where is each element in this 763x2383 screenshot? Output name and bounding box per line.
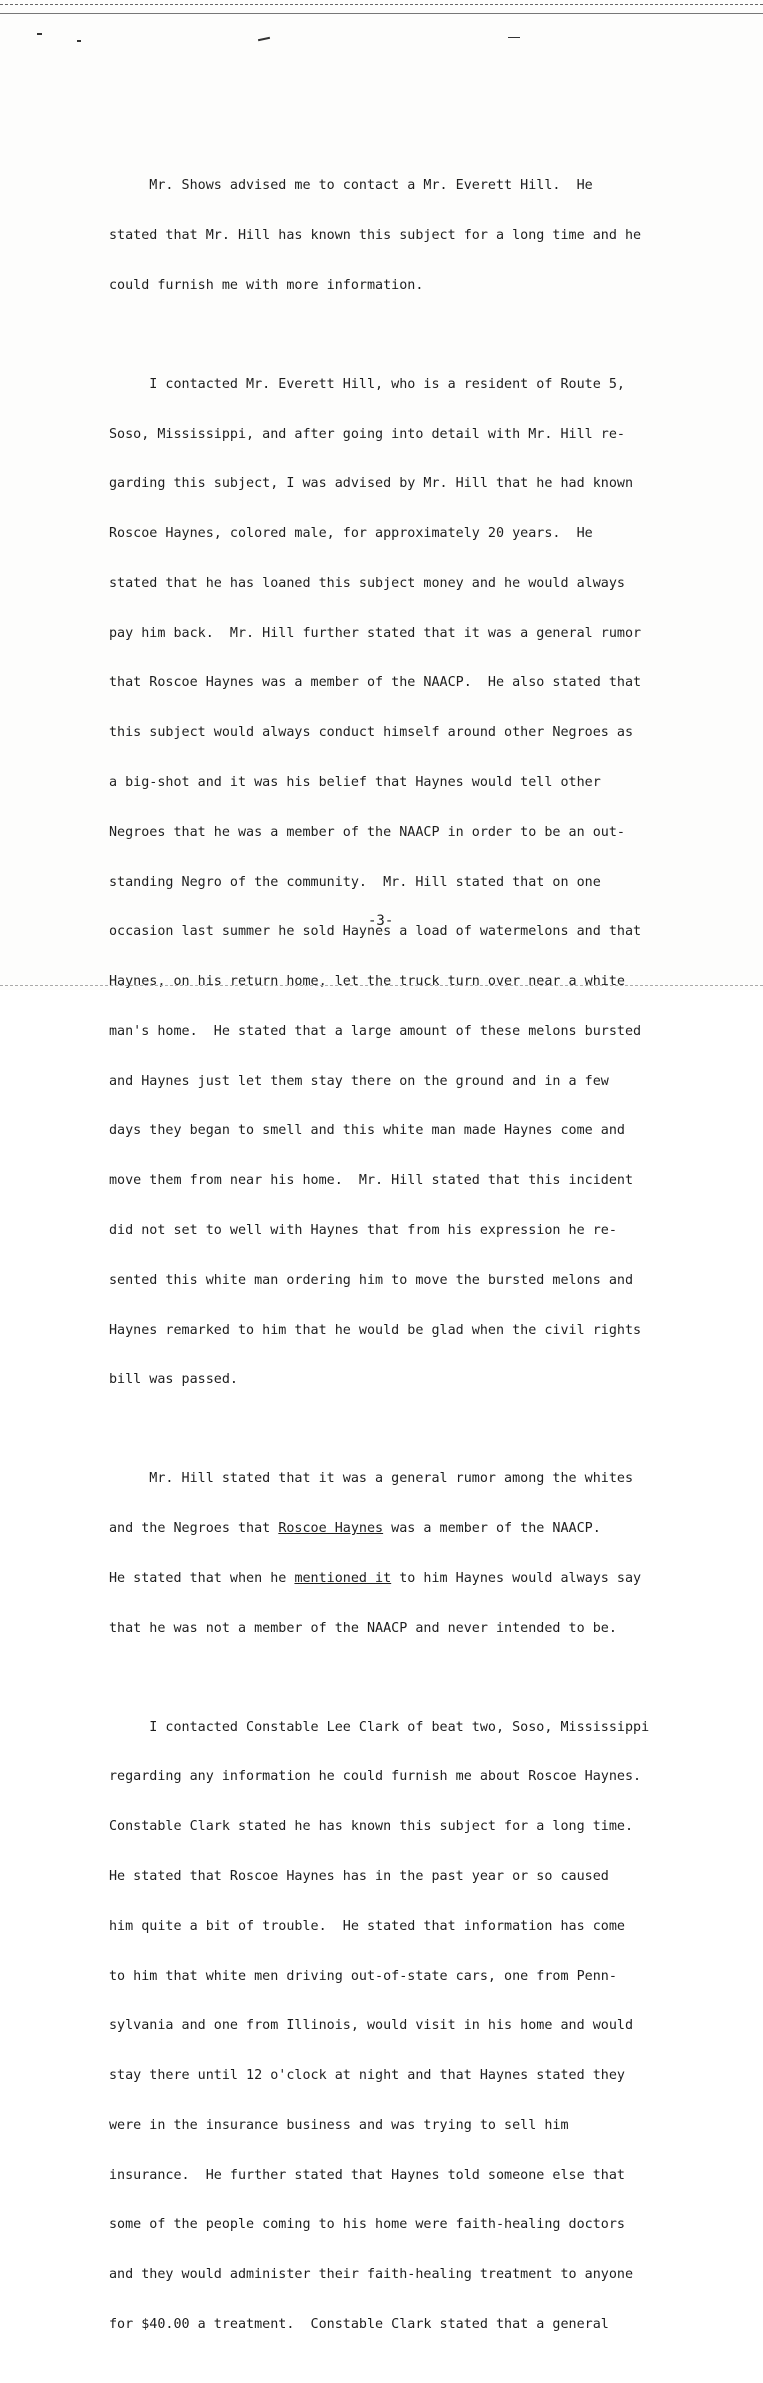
- underlined-word: mentioned it: [294, 1570, 392, 1586]
- top-rule: [0, 13, 763, 14]
- text-line: standing Negro of the community. Mr. Hill stated that on one: [109, 874, 601, 890]
- text-line: were in the insurance business and was trying to sell him: [109, 2117, 569, 2133]
- text-span: and the Negroes that: [109, 1521, 279, 1537]
- text-line: stated that Mr. Hill has known this subject for a long time and he: [109, 227, 642, 243]
- letter-body: [109, 145, 749, 2383]
- text-line: days they began to smell and this white man made Haynes come and: [109, 1123, 625, 1139]
- text-span: to him Haynes would always say: [391, 1570, 642, 1586]
- text-line: Constable Clark stated he has known this subject for a long time.: [109, 1819, 634, 1835]
- text-line: Mr. Hill stated that it was a general rumor among the whites: [109, 1471, 634, 1487]
- text-line: and they would administer their faith-healing treatment to anyone: [109, 2267, 634, 2283]
- scan-mark: [37, 33, 42, 35]
- text-line: this subject would always conduct himself around other Negroes as: [109, 725, 634, 741]
- page-number: -3-: [368, 913, 394, 929]
- text-line: occasion last summer he sold Haynes a load of watermelons and that: [109, 924, 642, 940]
- paragraph-3: [109, 1438, 749, 1670]
- text-line: could furnish me with more information.: [109, 277, 424, 293]
- text-line: sylvania and one from Illinois, would visit in his home and would: [109, 2018, 634, 2034]
- text-line: for $40.00 a treatment. Constable Clark stated that a general: [109, 2317, 609, 2332]
- text-line: pay him back. Mr. Hill further stated that it was a general rumor: [109, 625, 642, 641]
- text-line: Roscoe Haynes, colored male, for approximately 20 years. He: [109, 526, 593, 542]
- text-line: sented this white man ordering him to move the bursted melons and: [109, 1272, 634, 1288]
- text-line: and Haynes just let them stay there on the ground and in a few: [109, 1073, 609, 1089]
- top-scan-edge: [0, 4, 763, 5]
- text-line: Haynes, on his return home, let the truck turn over near a white: [109, 974, 625, 990]
- text-line: stated that he has loaned this subject money and he would always: [109, 575, 625, 591]
- text-line: [109, 1571, 749, 1588]
- text-line: did not set to well with Haynes that from his expression he re-: [109, 1223, 617, 1238]
- text-line: Soso, Mississippi, and after going into detail with Mr. Hill re-: [109, 426, 625, 442]
- paragraph-2: [109, 344, 749, 1423]
- text-span: was a member of the NAACP.: [383, 1521, 601, 1537]
- text-span: He stated that when he: [109, 1570, 295, 1586]
- text-line: bill was passed.: [109, 1372, 238, 1388]
- underlined-name: Roscoe Haynes: [278, 1521, 384, 1537]
- text-line: to him that white men driving out-of-state cars, one from Penn-: [109, 1968, 617, 1984]
- text-line: regarding any information he could furnish me about Roscoe Haynes.: [109, 1769, 642, 1785]
- text-line: that he was not a member of the NAACP and never intended to be.: [109, 1620, 617, 1636]
- text-line: Mr. Shows advised me to contact a Mr. Everett Hill. He: [109, 178, 593, 194]
- text-line: garding this subject, I was advised by Mr. Hill that he had known: [109, 476, 634, 492]
- bottom-scan-edge: [0, 985, 763, 986]
- scan-mark: [508, 37, 520, 38]
- text-line: Haynes remarked to him that he would be glad when the civil rights: [109, 1322, 642, 1338]
- text-line: some of the people coming to his home were faith-healing doctors: [109, 2217, 625, 2233]
- text-line: that Roscoe Haynes was a member of the NAACP. He also stated that: [109, 675, 642, 691]
- paragraph-4: [109, 1686, 749, 2366]
- text-line: I contacted Constable Lee Clark of beat two, Soso, Mississippi: [109, 1719, 650, 1735]
- text-line: man's home. He stated that a large amount of these melons bursted: [109, 1023, 642, 1039]
- text-line: him quite a bit of trouble. He stated that information has come: [109, 1918, 625, 1934]
- text-line: Negroes that he was a member of the NAACP in order to be an out-: [109, 824, 625, 840]
- text-line: He stated that Roscoe Haynes has in the past year or so caused: [109, 1868, 609, 1884]
- scan-mark: [258, 37, 270, 41]
- text-line: I contacted Mr. Everett Hill, who is a resident of Route 5,: [109, 376, 625, 392]
- text-line: [109, 1521, 749, 1538]
- text-line: a big-shot and it was his belief that Haynes would tell other: [109, 774, 601, 790]
- text-line: insurance. He further stated that Haynes told someone else that: [109, 2167, 625, 2183]
- text-line: move them from near his home. Mr. Hill stated that this incident: [109, 1173, 634, 1189]
- paragraph-1: [109, 145, 749, 328]
- scan-mark: [77, 40, 81, 42]
- text-line: stay there until 12 o'clock at night and that Haynes stated they: [109, 2068, 625, 2084]
